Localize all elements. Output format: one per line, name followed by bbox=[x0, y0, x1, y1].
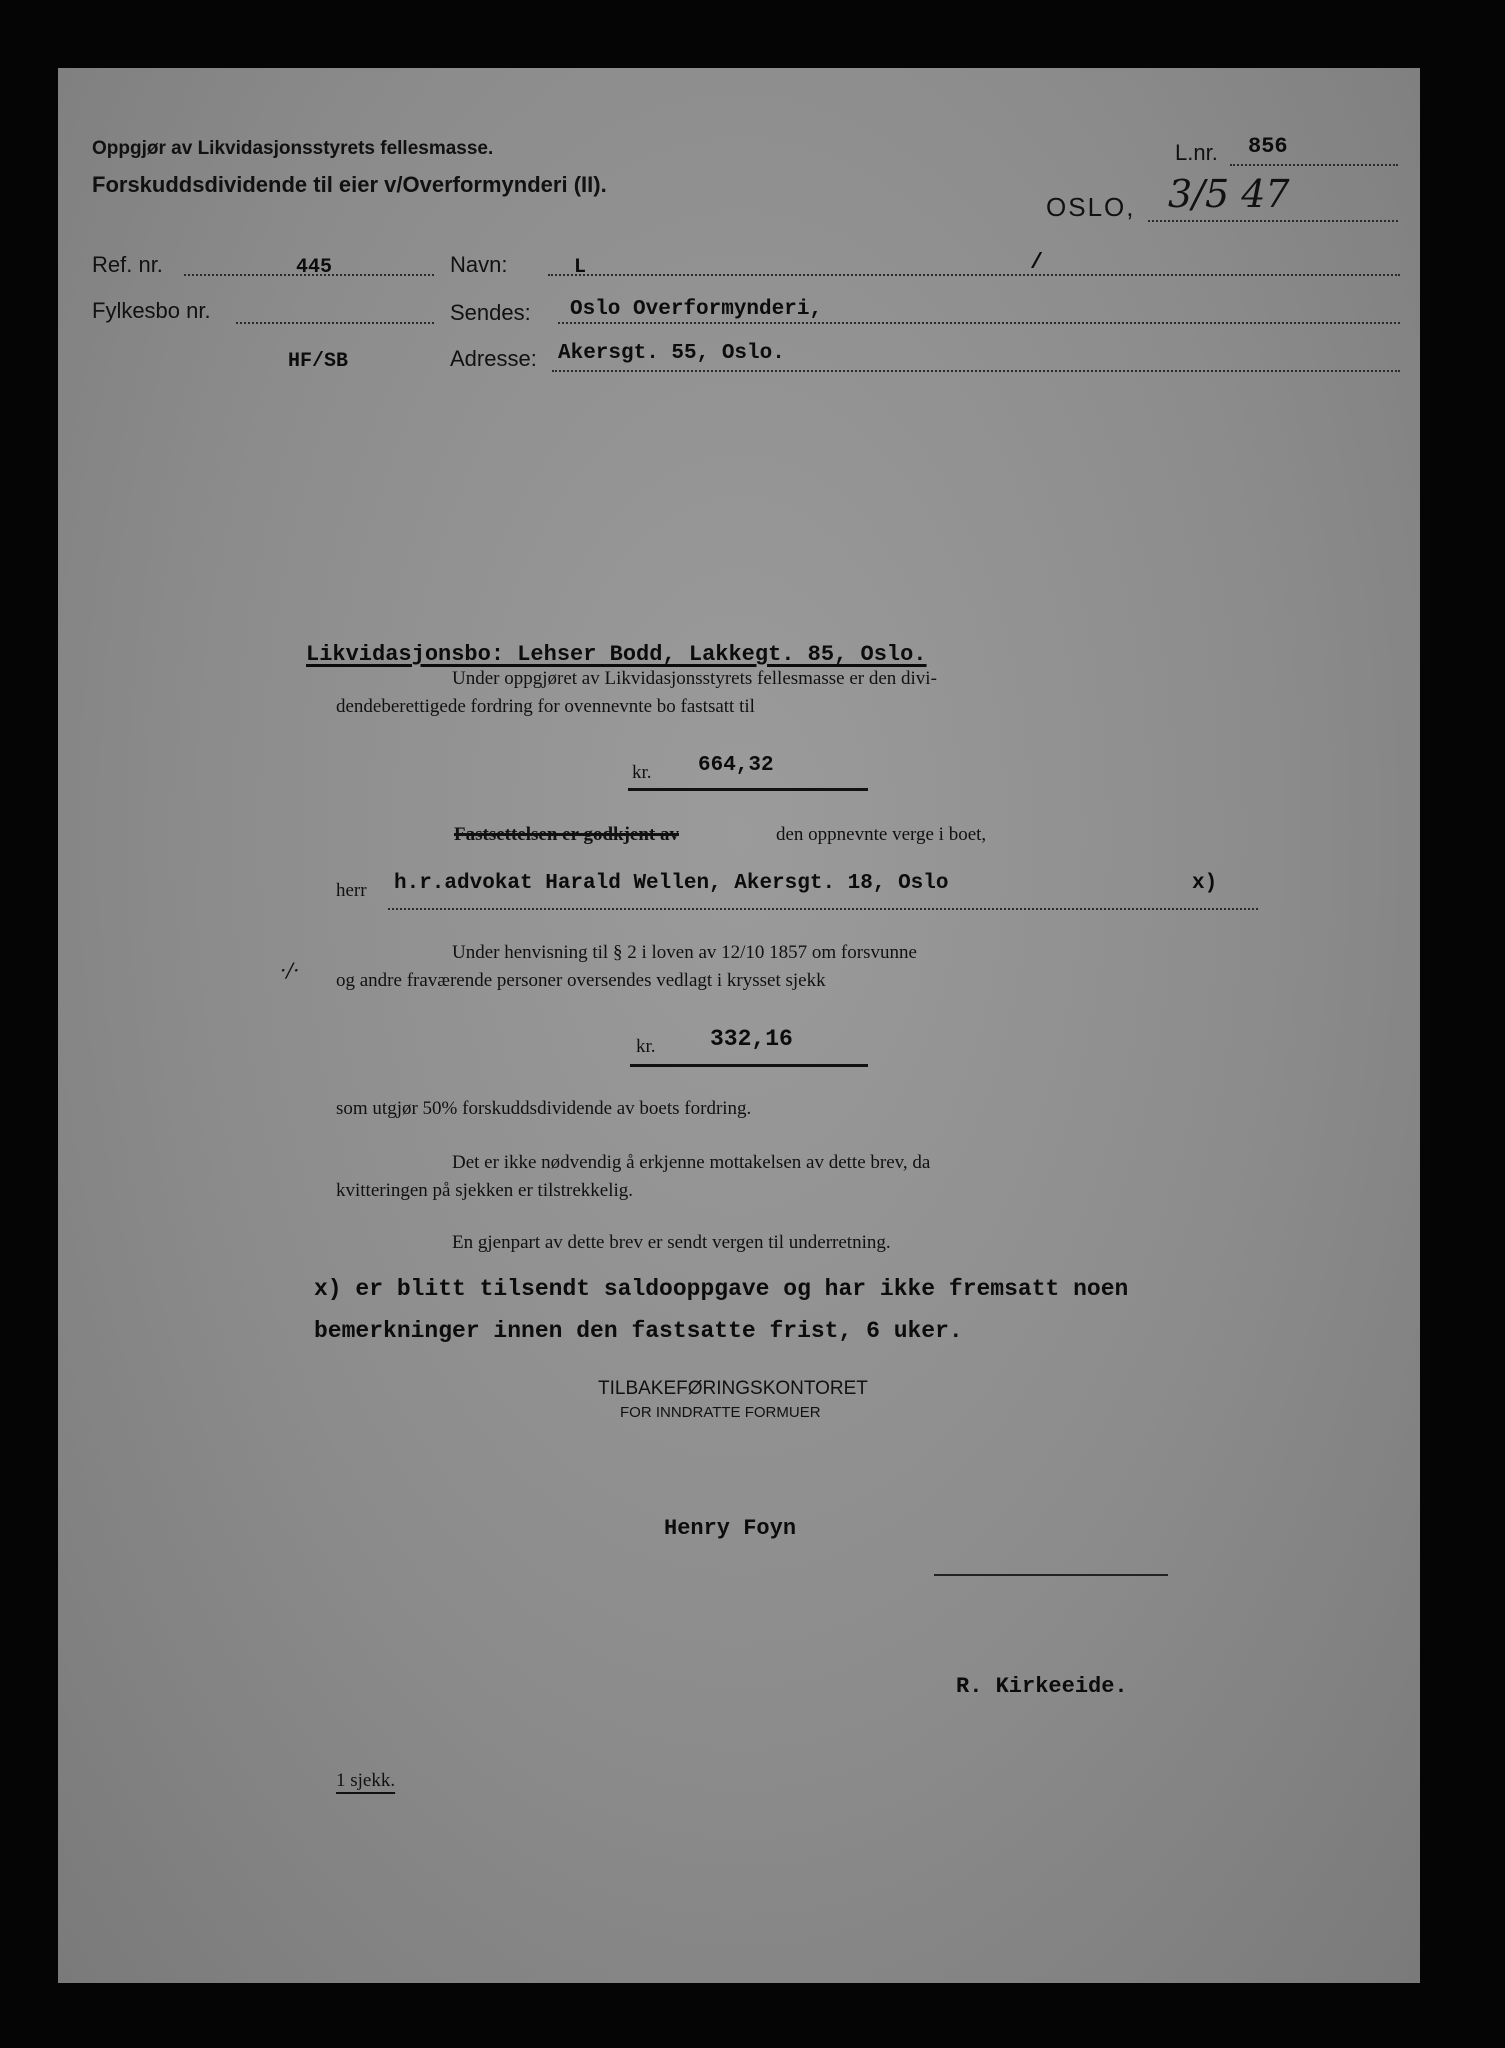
lnr-label: L.nr. bbox=[1175, 140, 1218, 165]
sendes-dotted-line bbox=[558, 322, 1400, 324]
ref-label: Ref. nr. bbox=[92, 252, 163, 277]
header-line-1: Oppgjør av Likvidasjonsstyrets fellesmasse. bbox=[92, 138, 494, 159]
sendes-value: Oslo Overformynderi, bbox=[570, 298, 823, 321]
verge-text: den oppnevnte verge i boet, bbox=[776, 824, 987, 845]
ref-value: 445 bbox=[296, 256, 333, 279]
lnr-value: 856 bbox=[1248, 134, 1288, 159]
signature-line bbox=[934, 1574, 1168, 1576]
fylkesbo-label: Fylkesbo nr. bbox=[92, 298, 211, 323]
header-line-2: Forskuddsdividende til eier v/Overformynderi (II). bbox=[92, 172, 607, 197]
fylkesbo-dotted-line bbox=[236, 322, 434, 324]
paragraph-3: som utgjør 50% forskuddsdividende av boets fordring. bbox=[336, 1098, 752, 1119]
paragraph-1-line-2: dendeberettigede fordring for ovennevnte bo fastsatt til bbox=[336, 696, 755, 717]
date-handwritten: 3/5 47 bbox=[1168, 172, 1290, 216]
adresse-value: Akersgt. 55, Oslo. bbox=[558, 342, 785, 365]
struck-text: Fastsettelsen er godkjent av bbox=[454, 824, 679, 845]
sendes-label: Sendes: bbox=[450, 300, 531, 325]
navn-label: Navn: bbox=[450, 252, 508, 277]
paragraph-5: En gjenpart av dette brev er sendt vergen til underretning. bbox=[452, 1232, 891, 1253]
navn-value: L bbox=[574, 256, 587, 279]
paragraph-2-line-2: og andre fraværende personer oversendes vedlagt i krysset sjekk bbox=[336, 970, 826, 991]
document-sheet bbox=[58, 68, 1420, 1983]
amount-1-rule bbox=[628, 788, 868, 791]
guardian-mark: x) bbox=[1192, 872, 1218, 895]
oslo-label: OSLO, bbox=[1046, 192, 1136, 222]
paragraph-2-line-1: Under henvisning til § 2 i loven av 12/10 1857 om forsvunne bbox=[452, 942, 917, 963]
estate-heading: Likvidasjonsbo: Lehser Bodd, Lakkegt. 85, Oslo. bbox=[306, 642, 927, 667]
initials: HF/SB bbox=[288, 350, 349, 373]
note-line-1: x) er blitt tilsendt saldooppgave og har ikke fremsatt noen bbox=[314, 1276, 1129, 1302]
navn-mark: / bbox=[1030, 250, 1044, 275]
margin-mark: ·/· bbox=[280, 958, 300, 982]
paragraph-4-line-2: kvitteringen på sjekken er tilstrekkelig. bbox=[336, 1180, 634, 1201]
amount-2-value: 332,16 bbox=[710, 1026, 793, 1052]
date-dotted-line bbox=[1148, 220, 1398, 222]
signer-2: R. Kirkeeide. bbox=[956, 1674, 1128, 1699]
paragraph-4-line-1: Det er ikke nødvendig å erkjenne mottakelsen av dette brev, da bbox=[452, 1152, 931, 1173]
office-line-1: TILBAKEFØRINGSKONTORET bbox=[598, 1378, 868, 1399]
amount-2-kr-label: kr. bbox=[636, 1036, 656, 1057]
signer-1: Henry Foyn bbox=[664, 1516, 797, 1541]
navn-dotted-line bbox=[548, 274, 1400, 276]
adresse-label: Adresse: bbox=[450, 346, 537, 371]
amount-1-kr-label: kr. bbox=[632, 762, 652, 783]
enclosure-note: 1 sjekk. bbox=[336, 1770, 396, 1791]
paragraph-1-line-1: Under oppgjøret av Likvidasjonsstyrets fellesmasse er den divi- bbox=[452, 668, 937, 689]
adresse-dotted-line bbox=[552, 370, 1400, 372]
amount-2-rule bbox=[630, 1064, 868, 1067]
guardian-dotted-line bbox=[388, 908, 1258, 910]
herr-label: herr bbox=[336, 880, 367, 901]
amount-1-value: 664,32 bbox=[698, 754, 774, 777]
lnr-dotted-line bbox=[1230, 164, 1398, 166]
office-line-2: FOR INNDRATTE FORMUER bbox=[620, 1404, 821, 1421]
guardian-name: h.r.advokat Harald Wellen, Akersgt. 18, Oslo bbox=[394, 872, 949, 895]
note-line-2: bemerkninger innen den fastsatte frist, 6 uker. bbox=[314, 1318, 963, 1344]
